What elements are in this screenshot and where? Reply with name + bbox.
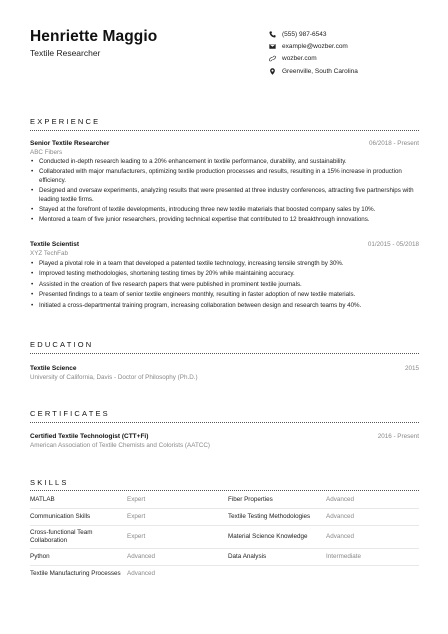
skill-level: Expert: [127, 513, 146, 520]
list-item: • Mentored a team of five junior researchers, providing technical expertise that contributed to 12 breakthrough innovations.: [30, 216, 419, 224]
skill-name: Communication Skills: [30, 513, 91, 520]
skill-name: Textile Manufacturing Processes: [30, 570, 121, 577]
contact-email-text: example@wozber.com: [282, 42, 348, 50]
experience-item-header: [30, 241, 419, 248]
skill-level: Expert: [127, 496, 146, 503]
skill-row-divider: [30, 508, 419, 509]
skill-row-divider: [30, 548, 419, 549]
email-icon: [268, 42, 276, 50]
skill-name-empty: [228, 569, 326, 579]
skill-level: Advanced: [326, 513, 355, 520]
certificate-title: Certified Textile Technologist (CTT+Fi): [30, 433, 149, 440]
skill-name: Data Analysis: [228, 553, 267, 560]
location-icon: [268, 67, 276, 75]
skill-level: Advanced: [127, 570, 156, 577]
section-divider: [30, 130, 419, 131]
contact-location: [268, 65, 438, 77]
experience-company: XYZ TechFab: [30, 250, 69, 257]
skill-level: Advanced: [326, 533, 355, 540]
contact-email[interactable]: [268, 40, 438, 52]
experience-item-header: [30, 140, 419, 147]
skill-level: Advanced: [326, 496, 355, 503]
phone-icon: [268, 30, 276, 38]
skill-name: Cross-functional Team Collaboration: [30, 529, 93, 544]
education-institution: University of California, Davis - Doctor of Philosophy (Ph.D.): [30, 374, 198, 381]
contact-location-text: Greenville, South Carolina: [282, 67, 358, 75]
experience-job-title: Senior Textile Researcher: [30, 140, 110, 147]
list-item: • Collaborated with major manufacturers, optimizing textile production processes and results, resulting in a 15% increase in production efficiency.: [30, 168, 419, 185]
skill-name: Textile Testing Methodologies: [228, 513, 311, 520]
list-item: • Stayed at the forefront of textile developments, introducing three new textile materials that boosted company sales by 10%.: [30, 206, 419, 214]
contact-phone-text: (555) 987-6543: [282, 30, 327, 38]
skill-name: Material Science Knowledge: [228, 533, 308, 540]
skills-grid: [30, 495, 419, 579]
skill-name: Python: [30, 553, 50, 560]
skill-row-divider: [30, 525, 419, 526]
experience-bullets: [30, 158, 419, 227]
skill-row-divider: [30, 565, 419, 566]
education-item-header: [30, 365, 419, 372]
candidate-title: Textile Researcher: [30, 48, 101, 58]
list-item: • Presented findings to a team of senior textile engineers monthly, resulting in faster adoption of new textile materials.: [30, 291, 419, 299]
contact-phone: [268, 28, 438, 40]
section-divider: [30, 353, 419, 354]
certificate-date: 2016 - Present: [377, 433, 419, 440]
experience-job-title: Textile Scientist: [30, 241, 80, 248]
skill-name: Fiber Properties: [228, 496, 273, 503]
section-divider: [30, 490, 419, 491]
list-item: • Initiated a cross-departmental training program, increasing collaboration between design and research teams by 40%.: [30, 302, 419, 310]
list-item: • Designed and oversaw experiments, analyzing results that were presented at three industry conferences, attracting five partnerships with leading textile firms.: [30, 187, 419, 204]
skill-level: Advanced: [127, 553, 156, 560]
list-item: • Improved testing methodologies, shortening testing times by 20% while maintaining accuracy.: [30, 270, 419, 278]
skill-level: Intermediate: [326, 553, 362, 560]
section-divider: [30, 422, 419, 423]
contact-block: [268, 28, 438, 77]
certificate-item-header: [30, 433, 419, 440]
section-title-skills: SKILLS: [30, 478, 69, 487]
section-title-certificates: CERTIFICATES: [30, 409, 110, 418]
section-title-education: EDUCATION: [30, 340, 94, 349]
experience-bullets: [30, 260, 419, 312]
link-icon: [268, 55, 276, 63]
certificate-issuer: American Association of Textile Chemists and Colorists (AATCC): [30, 442, 210, 449]
contact-website[interactable]: [268, 53, 438, 65]
list-item: • Assisted in the creation of five research papers that were published in prominent textile journals.: [30, 281, 419, 289]
experience-date: 06/2018 - Present: [368, 140, 419, 147]
experience-date: 01/2015 - 05/2018: [367, 241, 419, 248]
skill-name: MATLAB: [30, 496, 55, 503]
education-date: 2015: [404, 365, 419, 372]
skill-level: Expert: [127, 533, 146, 540]
experience-company: ABC Fibers: [30, 149, 63, 156]
contact-website-text: wozber.com: [282, 55, 317, 63]
candidate-name: Henriette Maggio: [30, 28, 158, 45]
list-item: • Played a pivotal role in a team that developed a patented textile technology, increasing tensile strength by 30%.: [30, 260, 419, 268]
list-item: • Conducted in-depth research leading to a 20% enhancement in textile performance, durability, and sustainability.: [30, 158, 419, 166]
skill-level-empty: [326, 569, 419, 579]
section-title-experience: EXPERIENCE: [30, 117, 101, 126]
education-title: Textile Science: [30, 365, 77, 372]
